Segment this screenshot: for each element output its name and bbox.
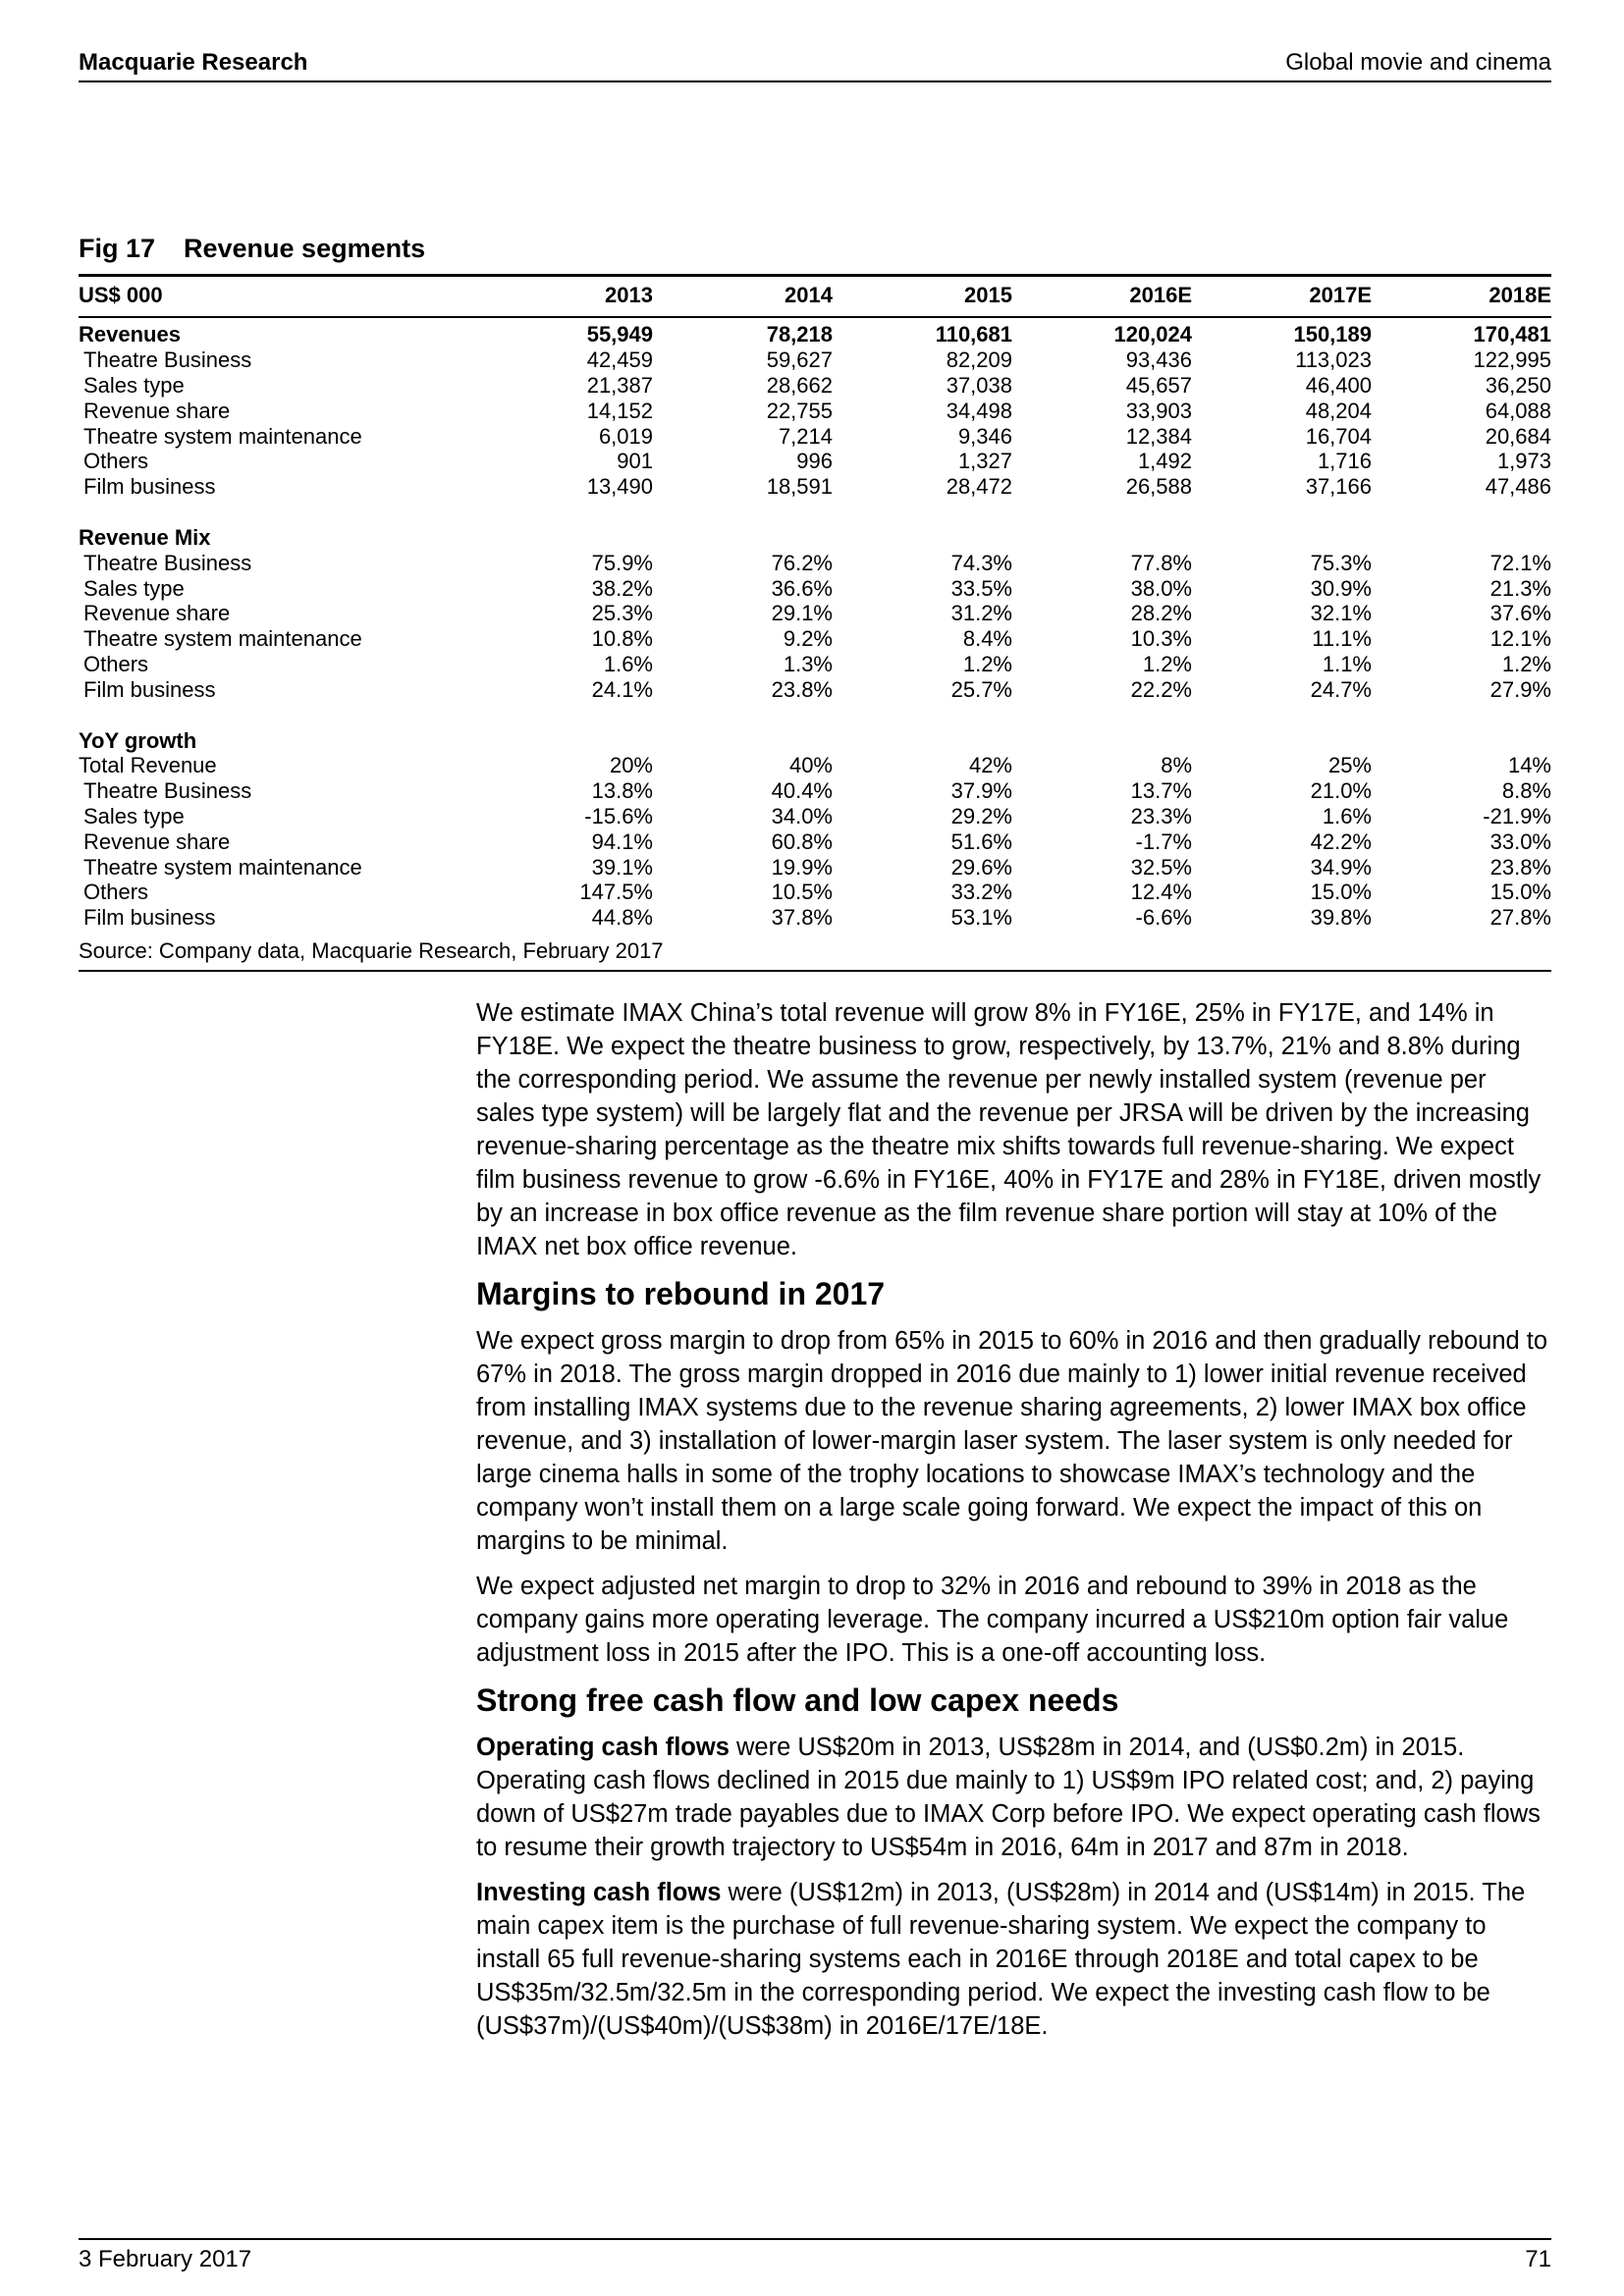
table-cell: 42,459	[586, 347, 653, 373]
table-cell: 25%	[1327, 753, 1372, 778]
table-cell: 33.0%	[1489, 828, 1551, 854]
table-cell: 16,704	[1305, 423, 1372, 449]
table-cell: 170,481	[1473, 322, 1551, 347]
table-cell: -6.6%	[1135, 905, 1192, 931]
row-label: Sales type	[83, 372, 185, 398]
table-cell: -21.9%	[1483, 803, 1551, 828]
table-row	[79, 474, 1551, 500]
section-spacer	[79, 702, 1551, 727]
table-cell: 37,038	[946, 372, 1012, 398]
figure-caption: Revenue segments	[184, 234, 426, 263]
table-cell: 1.6%	[1322, 803, 1372, 828]
table-cell: 33.5%	[950, 575, 1012, 601]
figure-title	[79, 234, 425, 264]
row-label: Theatre system maintenance	[83, 854, 362, 880]
table-cell: 1.1%	[1322, 651, 1372, 676]
row-label: Theatre system maintenance	[83, 626, 362, 652]
revenue-segments-table-wrap	[79, 274, 1551, 972]
table-cell: 33.2%	[950, 880, 1012, 905]
table-cell: 21.0%	[1310, 778, 1372, 804]
table-cell: 10.5%	[771, 880, 833, 905]
table-cell: 25.3%	[591, 601, 653, 626]
table-cell: 40.4%	[771, 778, 833, 804]
table-cell: 37.6%	[1489, 601, 1551, 626]
spacer-cell	[79, 702, 1551, 727]
row-label: Sales type	[83, 575, 185, 601]
table-cell: 29.1%	[771, 601, 833, 626]
table-row	[79, 626, 1551, 652]
table-cell: 22,755	[766, 398, 833, 423]
table-cell: 36,250	[1485, 372, 1551, 398]
section-heading: Revenue Mix	[79, 524, 211, 550]
section-heading: YoY growth	[79, 727, 197, 753]
table-row	[79, 373, 1551, 399]
header-report-title: Global movie and cinema	[1285, 49, 1551, 76]
table-header-row	[79, 276, 1551, 318]
table-row	[79, 753, 1551, 778]
investing-cash-flows-label: Investing cash flows	[476, 1879, 722, 1906]
row-label: Others	[83, 651, 149, 676]
table-cell: 1.3%	[783, 651, 833, 676]
table-cell: 25.7%	[950, 676, 1012, 702]
table-cell: 13,490	[586, 474, 653, 500]
row-label: Theatre system maintenance	[83, 423, 362, 449]
table-cell: 20,684	[1485, 423, 1551, 449]
table-cell: 10.3%	[1130, 626, 1192, 652]
table-cell: 38.2%	[591, 575, 653, 601]
column-header: 2013	[471, 276, 653, 318]
table-row	[79, 423, 1551, 449]
table-cell: 8.8%	[1501, 778, 1551, 804]
table-cell: 94.1%	[591, 828, 653, 854]
table-cell: 64,088	[1485, 398, 1551, 423]
table-cell: 28.2%	[1130, 601, 1192, 626]
table-cell: 72.1%	[1489, 550, 1551, 575]
table-cell: 28,662	[766, 372, 833, 398]
table-cell: 110,681	[935, 322, 1012, 347]
paragraph-net-margin: We expect adjusted net margin to drop to 32% in 2016 and rebound to 39% in 2018 as the company gains more operating leverage. The company incurred a US$210m option fair value adjustment loss in 2015 after the IPO. This is a one-off accounting loss.	[476, 1573, 1509, 1667]
table-cell: 1,716	[1317, 449, 1372, 474]
table-cell: 18,591	[766, 474, 833, 500]
table-cell: 996	[796, 449, 833, 474]
table-cell: 24.7%	[1310, 676, 1372, 702]
table-cell: 21.3%	[1489, 575, 1551, 601]
page-number: 71	[1525, 2246, 1551, 2272]
table-cell: 28,472	[946, 474, 1012, 500]
table-cell: 78,218	[766, 322, 833, 347]
table-cell: 36.6%	[771, 575, 833, 601]
paragraph-operating-cash-flows	[476, 1731, 1551, 1864]
table-cell: 39.1%	[591, 854, 653, 880]
table-cell: 122,995	[1473, 347, 1551, 373]
table-cell: 34.0%	[771, 803, 833, 828]
operating-cash-flows-text: were US$20m in 2013, US$28m in 2014, and (US$0.2m) in 2015. Operating cash flows declined in 2015 due mainly to 1) US$9m IPO related cost; and, 2) paying down of US$27m trade payables due to IMAX Corp before IPO. We expect operating cash flows to resume their growth trajectory to US$54m in 2016, 64m in 2017 and 87m in 2018.	[476, 1734, 1541, 1861]
table-cell: 14,152	[586, 398, 653, 423]
table-cell: 39.8%	[1310, 905, 1372, 931]
table-cell: 48,204	[1305, 398, 1372, 423]
table-row	[79, 347, 1551, 373]
table-row	[79, 449, 1551, 474]
table-row	[79, 652, 1551, 677]
table-row	[79, 676, 1551, 702]
page-header	[79, 49, 1551, 82]
table-cell: 34.9%	[1310, 854, 1372, 880]
table-cell: 1.2%	[1501, 651, 1551, 676]
row-label: Film business	[83, 905, 216, 931]
table-cell: 32.5%	[1130, 854, 1192, 880]
table-cell: 9,346	[957, 423, 1012, 449]
table-cell: 37,166	[1305, 474, 1372, 500]
table-row	[79, 905, 1551, 931]
table-cell: 26,588	[1125, 474, 1192, 500]
table-row	[79, 575, 1551, 601]
table-cell: 19.9%	[771, 854, 833, 880]
column-header: 2016E	[1012, 276, 1192, 318]
table-cell: 42.2%	[1310, 828, 1372, 854]
row-label: Revenues	[79, 322, 181, 347]
row-label: Revenue share	[83, 601, 231, 626]
table-cell: 9.2%	[783, 626, 833, 652]
column-header: 2014	[653, 276, 833, 318]
table-cell: 15.0%	[1489, 880, 1551, 905]
table-cell: 23.8%	[771, 676, 833, 702]
table-cell: 901	[617, 449, 653, 474]
table-cell: 21,387	[586, 372, 653, 398]
table-cell: 29.2%	[950, 803, 1012, 828]
table-cell: 8%	[1161, 753, 1192, 778]
column-header: 2018E	[1372, 276, 1551, 318]
table-cell: 34,498	[946, 398, 1012, 423]
figure-source: Source: Company data, Macquarie Research, February 2017	[79, 931, 1551, 972]
row-label: Film business	[83, 474, 216, 500]
table-cell: 1,973	[1496, 449, 1551, 474]
table-cell: 30.9%	[1310, 575, 1372, 601]
figure-number: Fig 17	[79, 234, 156, 263]
table-row	[79, 854, 1551, 880]
table-cell: 29.6%	[950, 854, 1012, 880]
row-label: Sales type	[83, 803, 185, 828]
operating-cash-flows-label: Operating cash flows	[476, 1734, 730, 1761]
table-cell: 1.6%	[603, 651, 653, 676]
table-cell: 55,949	[586, 322, 653, 347]
table-cell: 93,436	[1125, 347, 1192, 373]
investing-cash-flows-text: were (US$12m) in 2013, (US$28m) in 2014 and (US$14m) in 2015. The main capex item is the purchase of full revenue-sharing system. We expect the company to install 65 full revenue-sharing systems each in 2016E through 2018E and total capex to be US$35m/32.5m/32.5m in the corresponding period. We expect the investing cash flow to be (US$37m)/(US$40m)/(US$38m) in 2016E/17E/18E.	[476, 1879, 1526, 2040]
table-cell: 75.9%	[591, 550, 653, 575]
section-heading-row	[79, 727, 1551, 753]
row-label: Others	[83, 449, 149, 474]
table-cell: 20%	[609, 753, 653, 778]
table-cell: -1.7%	[1135, 828, 1192, 854]
table-cell: 60.8%	[771, 828, 833, 854]
table-cell: 32.1%	[1310, 601, 1372, 626]
table-cell: 12.1%	[1489, 626, 1551, 652]
heading-margins: Margins to rebound in 2017	[476, 1276, 886, 1311]
row-label: Total Revenue	[79, 753, 217, 778]
table-cell: 27.9%	[1489, 676, 1551, 702]
column-header: US$ 000	[79, 276, 471, 318]
table-row	[79, 550, 1551, 575]
table-cell: 76.2%	[771, 550, 833, 575]
table-row	[79, 601, 1551, 626]
table-cell: 120,024	[1113, 322, 1192, 347]
table-cell: 12.4%	[1130, 880, 1192, 905]
table-body	[79, 317, 1551, 931]
table-cell: 42%	[968, 753, 1012, 778]
row-label: Others	[83, 880, 149, 905]
table-cell: 7,214	[778, 423, 833, 449]
table-row	[79, 804, 1551, 829]
table-cell: 23.8%	[1489, 854, 1551, 880]
table-cell: 15.0%	[1310, 880, 1372, 905]
table-row	[79, 828, 1551, 854]
footer-date: 3 February 2017	[79, 2246, 252, 2272]
table-cell: 1,492	[1137, 449, 1192, 474]
row-label: Revenue share	[83, 828, 231, 854]
row-label: Theatre Business	[83, 778, 252, 804]
table-cell: 37.8%	[771, 905, 833, 931]
table-cell: 10.8%	[591, 626, 653, 652]
table-cell: 13.8%	[591, 778, 653, 804]
table-row	[79, 880, 1551, 905]
page-footer	[79, 2238, 1551, 2272]
table-cell: 82,209	[946, 347, 1012, 373]
table-cell: 59,627	[766, 347, 833, 373]
heading-cash-flow: Strong free cash flow and low capex needs	[476, 1682, 1119, 1718]
table-cell: 45,657	[1125, 372, 1192, 398]
table-cell: 75.3%	[1310, 550, 1372, 575]
revenue-segments-table	[79, 274, 1551, 931]
table-cell: 6,019	[598, 423, 653, 449]
table-cell: 8.4%	[962, 626, 1012, 652]
paragraph-revenue-estimate: We estimate IMAX China’s total revenue will grow 8% in FY16E, 25% in FY17E, and 14% in FY18E. We expect the theatre business to grow, respectively, by 13.7%, 21% and 8.8% during the corresponding period. We assume the revenue per newly installed system (revenue per sales type system) will be largely flat and the revenue per JRSA will be driven by the increasing revenue-sharing percentage as the theatre mix shifts towards full revenue-sharing. We expect film business revenue to grow -6.6% in FY16E, 40% in FY17E and 28% in FY18E, driven mostly by an increase in box office revenue as the film revenue share portion will stay at 10% of the IMAX net box office revenue.	[476, 999, 1542, 1260]
table-cell: 113,023	[1295, 347, 1372, 373]
table-cell: 13.7%	[1130, 778, 1192, 804]
table-cell: 150,189	[1293, 322, 1372, 347]
row-label: Theatre Business	[83, 347, 252, 373]
row-label: Theatre Business	[83, 550, 252, 575]
table-cell: 24.1%	[591, 676, 653, 702]
section-spacer	[79, 500, 1551, 525]
table-cell: 31.2%	[950, 601, 1012, 626]
row-label: Film business	[83, 676, 216, 702]
table-cell: 1,327	[957, 449, 1012, 474]
table-cell: 11.1%	[1312, 626, 1372, 652]
table-cell: 1.2%	[1142, 651, 1192, 676]
table-cell: 77.8%	[1130, 550, 1192, 575]
spacer-cell	[79, 500, 1551, 525]
column-header: 2017E	[1192, 276, 1372, 318]
table-cell: 23.3%	[1130, 803, 1192, 828]
table-cell: 33,903	[1125, 398, 1192, 423]
table-cell: -15.6%	[584, 803, 653, 828]
table-row	[79, 778, 1551, 804]
table-cell: 74.3%	[950, 550, 1012, 575]
table-row	[79, 317, 1551, 347]
row-label: Revenue share	[83, 398, 231, 423]
table-cell: 12,384	[1125, 423, 1192, 449]
paragraph-gross-margin: We expect gross margin to drop from 65% in 2015 to 60% in 2016 and then gradually rebound to 67% in 2018. The gross margin dropped in 2016 due mainly to 1) lower initial revenue received from installing IMAX systems due to the revenue sharing agreements, 2) lower IMAX box office revenue, and 3) installation of lower-margin laser system. The laser system is only needed for large cinema halls in some of the trophy locations to showcase IMAX’s technology and the company won’t install them on a large scale going forward. We expect the impact of this on margins to be minimal.	[476, 1327, 1548, 1555]
table-cell: 27.8%	[1489, 905, 1551, 931]
body-text	[476, 996, 1551, 2055]
table-cell: 40%	[788, 753, 833, 778]
table-cell: 46,400	[1305, 372, 1372, 398]
table-cell: 51.6%	[950, 828, 1012, 854]
table-cell: 47,486	[1485, 474, 1551, 500]
column-header: 2015	[833, 276, 1012, 318]
paragraph-investing-cash-flows	[476, 1876, 1551, 2043]
table-cell: 22.2%	[1130, 676, 1192, 702]
table-row	[79, 398, 1551, 423]
section-heading-row	[79, 525, 1551, 551]
table-cell: 14%	[1507, 753, 1551, 778]
table-cell: 38.0%	[1130, 575, 1192, 601]
table-cell: 1.2%	[962, 651, 1012, 676]
table-cell: 44.8%	[591, 905, 653, 931]
header-publisher: Macquarie Research	[79, 49, 308, 76]
table-cell: 37.9%	[950, 778, 1012, 804]
table-cell: 53.1%	[950, 905, 1012, 931]
table-cell: 147.5%	[579, 880, 653, 905]
